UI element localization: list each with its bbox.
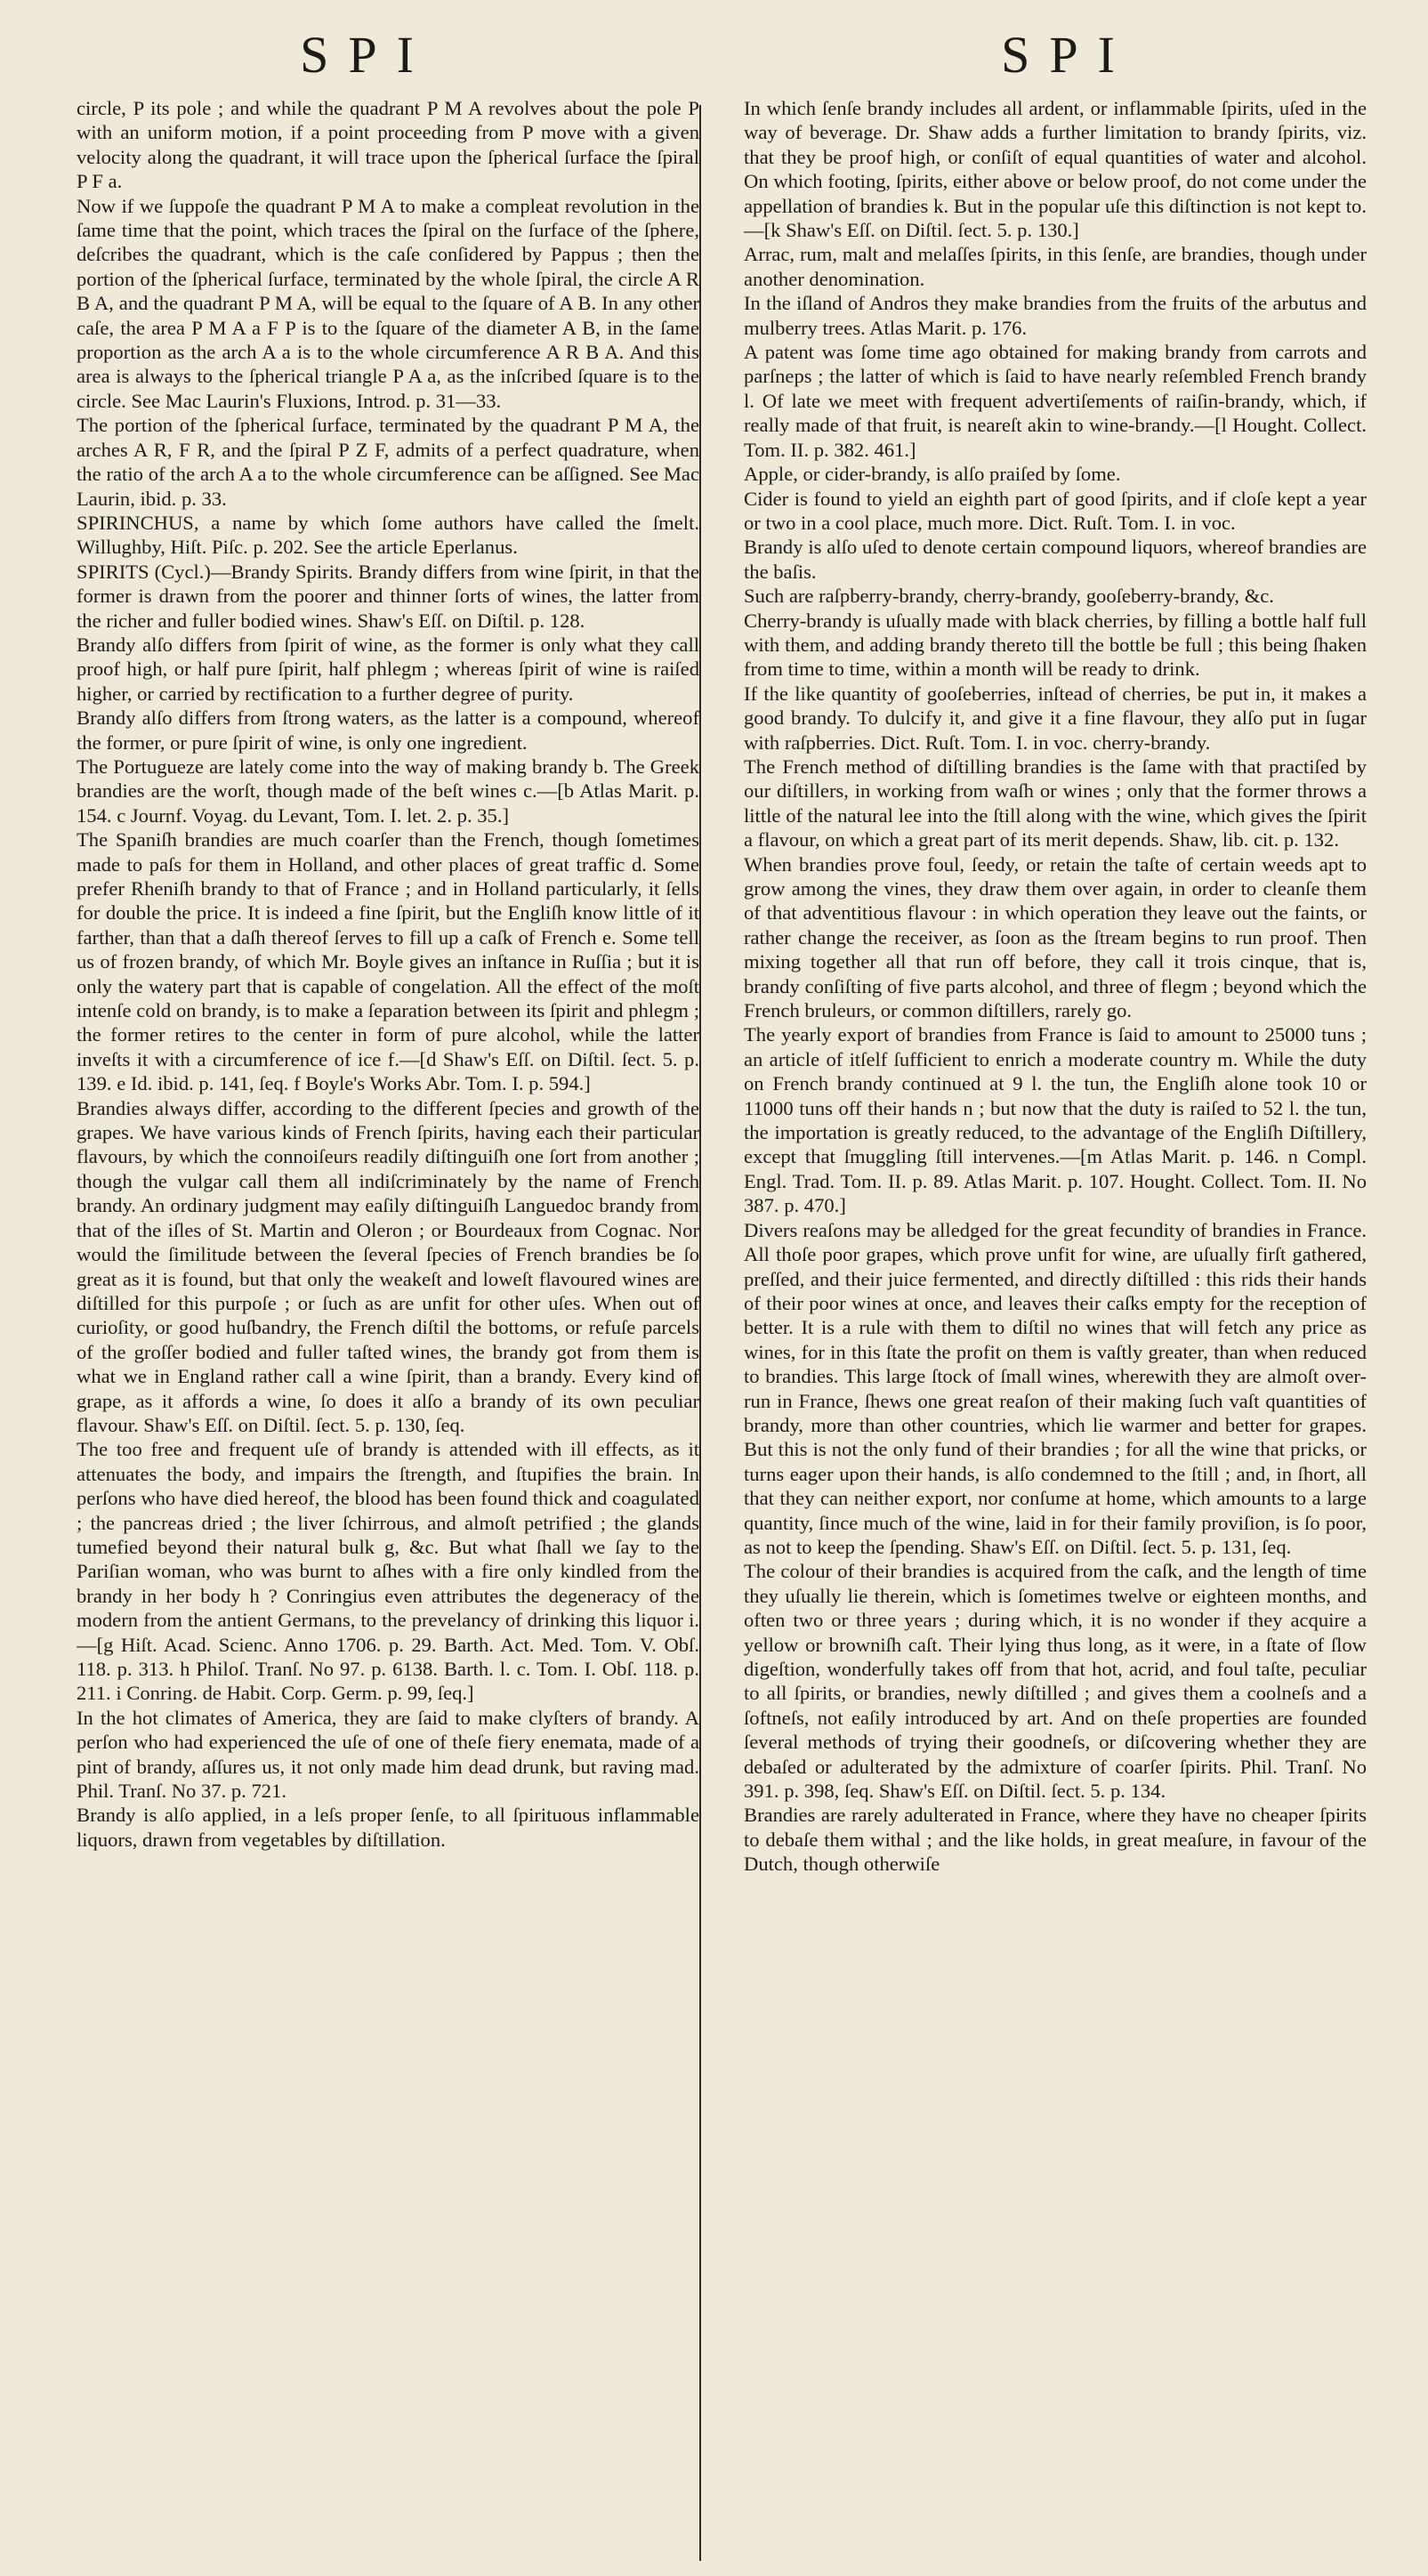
paragraph: In the iſland of Andros they make brandies from the fruits of the arbutus and mulberry trees. Atlas Marit. p. 176.: [744, 292, 1367, 339]
right-column: [744, 96, 1367, 2561]
paragraph: Arrac, rum, malt and melaſſes ſpirits, in this ſenſe, are brandies, though under another denomination.: [744, 243, 1367, 290]
left-column: [77, 96, 699, 2561]
column-divider: [699, 105, 701, 2561]
paragraph: Brandies always differ, according to the different ſpecies and growth of the grapes. We have various kinds of French ſpirits, having each their particular flavours, by which the connoiſeurs readily diſtinguiſh one ſort from another ; though the vulgar call them all indiſcriminately by the name of French brandy. An ordinary judgment may eaſily diſtinguiſh Languedoc brandy from that of the iſles of St. Martin and Oleron ; or Bourdeaux from Cognac. Nor would the ſimilitude between the ſeveral ſpecies of French brandies be ſo great as it is found, but that only the weakeſt and loweſt flavoured wines are diſtilled for this purpoſe ; or ſuch as are unfit for other uſes. When out of curioſity, or good huſbandry, the French diſtil the bottoms, or refuſe parcels of the groſſer bodied and fuller taſted wines, the brandy got from them is what we in England rather call a wine ſpirit, than a brandy. Every kind of grape, as it affords a wine, ſo does it alſo a brandy of its own peculiar flavour. Shaw's Eſſ. on Diſtil. ſect. 5. p. 130, ſeq.: [77, 1096, 699, 1436]
paragraph: Now if we ſuppoſe the quadrant P M A to make a compleat revolution in the ſame time that the point, which traces the ſpiral on the ſurface of the ſphere, deſcribes the quadrant, which is the caſe conſidered by Pappus ; then the portion of the ſpherical ſurface, terminated by the whole ſpiral, the circle A R B A, and the quadrant P M A, will be equal to the ſquare of A B. In any other caſe, the area P M A a F P is to the ſquare of the diameter A B, in the ſame proportion as the arch A a is to the whole circumference A R B A. And this area is always to the ſpherical triangle P A a, as the inſcribed ſquare is to the circle. See Mac Laurin's Fluxions, Introd. p. 31—33.: [77, 194, 699, 412]
paragraph: When brandies prove foul, ſeedy, or retain the taſte of certain weeds apt to grow among the vines, they draw them over again, in order to cleanſe them of that adventitious flavour : in which operation they leave out the faints, or rather change the receiver, as ſoon as the ſtream begins to run proof. Then mixing together all that run off before, they call it trois cinque, that is, brandy conſiſting of five parts alcohol, and three of flegm ; beyond which the French bruleurs, or common diſtillers, rarely go.: [744, 852, 1367, 1022]
paragraph: Divers reaſons may be alledged for the great fecundity of brandies in France. All thoſe poor grapes, which prove unfit for wine, are uſually firſt gathered, preſſed, and their juice fermented, and directly diſtilled : this rids their hands of their poor wines at once, and leaves their caſks empty for the reception of better. It is a rule with them to diſtil no wines that will fetch any price as wines, for in this ſtate the profit on them is vaſtly greater, than when reduced to brandies. This large ſtock of ſmall wines, wherewith they are almoſt over-run in France, ſhews one great reaſon of their making ſuch vaſt quantities of brandy, more than other countries, which lie warmer and better for grapes. But this is not the only fund of their brandies ; for all the wine that pricks, or turns eager upon their hands, is alſo condemned to the ſtill ; and, in ſhort, all that they can neither export, nor conſume at home, which amounts to a large quantity, ſince much of the wine, laid in for their family proviſion, is ſo poor, as not to keep the ſpending. Shaw's Eſſ. on Diſtil. ſect. 5. p. 131, ſeq.: [744, 1218, 1367, 1558]
paragraph: The Spaniſh brandies are much coarſer than the French, though ſometimes made to paſs for them in Holland, and other places of great traffic d. Some prefer Rheniſh brandy to that of France ; and in Holland particularly, it ſells for double the price. It is indeed a fine ſpirit, but the Engliſh know little of it farther, than that a daſh thereof ſerves to fill up a caſk of French e. Some tell us of frozen brandy, of which Mr. Boyle gives an inſtance in Ruſſia ; but it is only the watery part that is capable of congelation. All the effect of the moſt intenſe cold on brandy, is to make a ſeparation between its ſpirit and phlegm ; the former retires to the center in form of pure alcohol, while the latter inveſts it with a circumference of ice f.—[d Shaw's Eſſ. on Diſtil. ſect. 5. p. 139. e Id. ibid. p. 141, ſeq. f Boyle's Works Abr. Tom. I. p. 594.]: [77, 828, 699, 1095]
paragraph: Brandy alſo differs from ſpirit of wine, as the former is only what they call proof high, or half pure ſpirit, half phlegm ; whereas ſpirit of wine is raiſed higher, or carried by rectification to a further degree of purity.: [77, 633, 699, 705]
paragraph: A patent was ſome time ago obtained for making brandy from carrots and parſneps ; the latter of which is ſaid to have nearly reſembled French brandy l. Of late we meet with frequent advertiſements of raiſin-brandy, which, if really made of that fruit, is neareſt akin to wine-brandy.—[l Hought. Collect. Tom. II. p. 382. 461.]: [744, 341, 1367, 461]
paragraph: SPIRITS (Cycl.)—Brandy Spirits. Brandy differs from wine ſpirit, in that the former is drawn from the poorer and thinner ſorts of wines, the latter from the richer and fuller bodied wines. Shaw's Eſſ. on Diſtil. p. 128.: [77, 560, 699, 632]
paragraph: Apple, or cider-brandy, is alſo praiſed by ſome.: [744, 463, 1121, 486]
paragraph: Brandy is alſo uſed to denote certain compound liquors, whereof brandies are the baſis.: [744, 536, 1367, 583]
paragraph: If the like quantity of gooſeberries, inſtead of cherries, be put in, it makes a good brandy. To dulcify it, and give it a fine flavour, they alſo put in ſugar with raſpberries. Dict. Ruſt. Tom. I. in voc. cherry-brandy.: [744, 682, 1367, 754]
paragraph: The too free and frequent uſe of brandy is attended with ill effects, as it attenuates the body, and impairs the ſtrength, and ſtupifies the brain. In perſons who have died hereof, the blood has been found thick and coagulated ; the pancreas dried ; the liver ſchirrous, and almoſt petrified ; the glands tumefied beyond their natural bulk g, &c. But what ſhall we ſay to the Pariſian woman, who was burnt to aſhes with a fire only kindled from the brandy in her body h ? Conringius even attributes the degeneracy of the modern from the antient Germans, to the prevelancy of drinking this liquor i.—[g Hiſt. Acad. Scienc. Anno 1706. p. 29. Barth. Act. Med. Tom. V. Obſ. 118. p. 313. h Philoſ. Tranſ. No 97. p. 6138. Barth. l. c. Tom. I. Obſ. 118. p. 211. i Conring. de Habit. Corp. Germ. p. 99, ſeq.]: [77, 1438, 699, 1705]
running-head-left: SPI: [300, 26, 433, 84]
paragraph: The colour of their brandies is acquired from the caſk, and the length of time they uſually lie therein, which is ſometimes twelve or eighteen months, and often two or three years ; during which, it is no wonder if they acquire a yellow or browniſh caſt. Their lying thus long, as it were, in a ſtate of ſlow digeſtion, wonderfully takes off from that hot, acrid, and foul taſte, peculiar to all ſpirits, or brandies, newly diſtilled ; and gives them a coolneſs and a ſoftneſs, not eaſily introduced by art. And on theſe properties are founded ſeveral methods of trying their goodneſs, or diſcovering whether they are debaſed or adulterated by the admixture of coarſer ſpirits. Phil. Tranſ. No 391. p. 398, ſeq. Shaw's Eſſ. on Diſtil. ſect. 5. p. 134.: [744, 1560, 1367, 1803]
paragraph: In the hot climates of America, they are ſaid to make clyſters of brandy. A perſon who had experienced the uſe of one of theſe fiery enemata, made of a pint of brandy, aſſures us, it not only made him dead drunk, but raving mad. Phil. Tranſ. No 37. p. 721.: [77, 1706, 699, 1803]
paragraph: Such are raſpberry-brandy, cherry-brandy, gooſeberry-brandy, &c.: [744, 585, 1274, 608]
paragraph: In which ſenſe brandy includes all ardent, or inflammable ſpirits, uſed in the way of beverage. Dr. Shaw adds a further limitation to brandy ſpirits, viz. that they be proof high, or conſiſt of equal quantities of water and alcohol. On which footing, ſpirits, either above or below proof, do not come under the appellation of brandies k. But in the popular uſe this diſtinction is not kept to.—[k Shaw's Eſſ. on Diſtil. ſect. 5. p. 130.]: [744, 97, 1367, 242]
paragraph: circle, P its pole ; and while the quadrant P M A revolves about the pole P with an uniform motion, if a point proceeding from P move with a given velocity along the quadrant, it will trace upon the ſpherical ſurface the ſpiral P F a.: [77, 97, 699, 193]
paragraph: SPIRINCHUS, a name by which ſome authors have called the ſmelt. Willughby, Hiſt. Piſc. p. 202. See the article Eperlanus.: [77, 511, 699, 559]
paragraph: The Portugueze are lately come into the way of making brandy b. The Greek brandies are the worſt, though made of the beſt wines c.—[b Atlas Marit. p. 154. c Journf. Voyag. du Levant, Tom. I. let. 2. p. 35.]: [77, 755, 699, 827]
paragraph: Cherry-brandy is uſually made with black cherries, by filling a bottle half full with them, and adding brandy thereto till the bottle be full ; this being ſhaken from time to time, within a month will be ready to drink.: [744, 609, 1367, 681]
paragraph: Cider is found to yield an eighth part of good ſpirits, and if cloſe kept a year or two in a cool place, much more. Dict. Ruſt. Tom. I. in voc.: [744, 487, 1367, 534]
paragraph: Brandy alſo differs from ſtrong waters, as the latter is a compound, whereof the former, or pure ſpirit of wine, is only one ingredient.: [77, 707, 699, 754]
paragraph: The French method of diſtilling brandies is the ſame with that practiſed by our diſtillers, in working from waſh or wines ; only that the former throws a little of the natural lee into the ſtill along with the wine, which gives the ſpirit a flavour, on which a great part of its merit depends. Shaw, lib. cit. p. 132.: [744, 755, 1367, 852]
paragraph: Brandy is alſo applied, in a leſs proper ſenſe, to all ſpirituous inflammable liquors, drawn from vegetables by diſtillation.: [77, 1804, 699, 1851]
running-head-right: SPI: [1001, 26, 1134, 84]
paragraph: Brandies are rarely adulterated in France, where they have no cheaper ſpirits to debaſe them withal ; and the like holds, in great meaſure, in favour of the Dutch, though otherwiſe: [744, 1804, 1367, 1876]
paragraph: The portion of the ſpherical ſurface, terminated by the quadrant P M A, the arches A R, F R, and the ſpiral P Z F, admits of a perfect quadrature, when the ratio of the arch A a to the whole circumference can be aſſigned. See Mac Laurin, ibid. p. 33.: [77, 414, 699, 510]
paragraph: The yearly export of brandies from France is ſaid to amount to 25000 tuns ; an article of itſelf ſufficient to enrich a moderate country m. While the duty on French brandy continued at 9 l. the tun, the Engliſh alone took 10 or 11000 tuns off their hands n ; but now that the duty is raiſed to 52 l. the tun, the importation is greatly reduced, to the advantage of the Engliſh Diſtillery, except that ſmuggling ſtill intervenes.—[m Atlas Marit. p. 146. n Compl. Engl. Trad. Tom. II. p. 89. Atlas Marit. p. 107. Hought. Collect. Tom. II. No 387. p. 470.]: [744, 1023, 1367, 1217]
